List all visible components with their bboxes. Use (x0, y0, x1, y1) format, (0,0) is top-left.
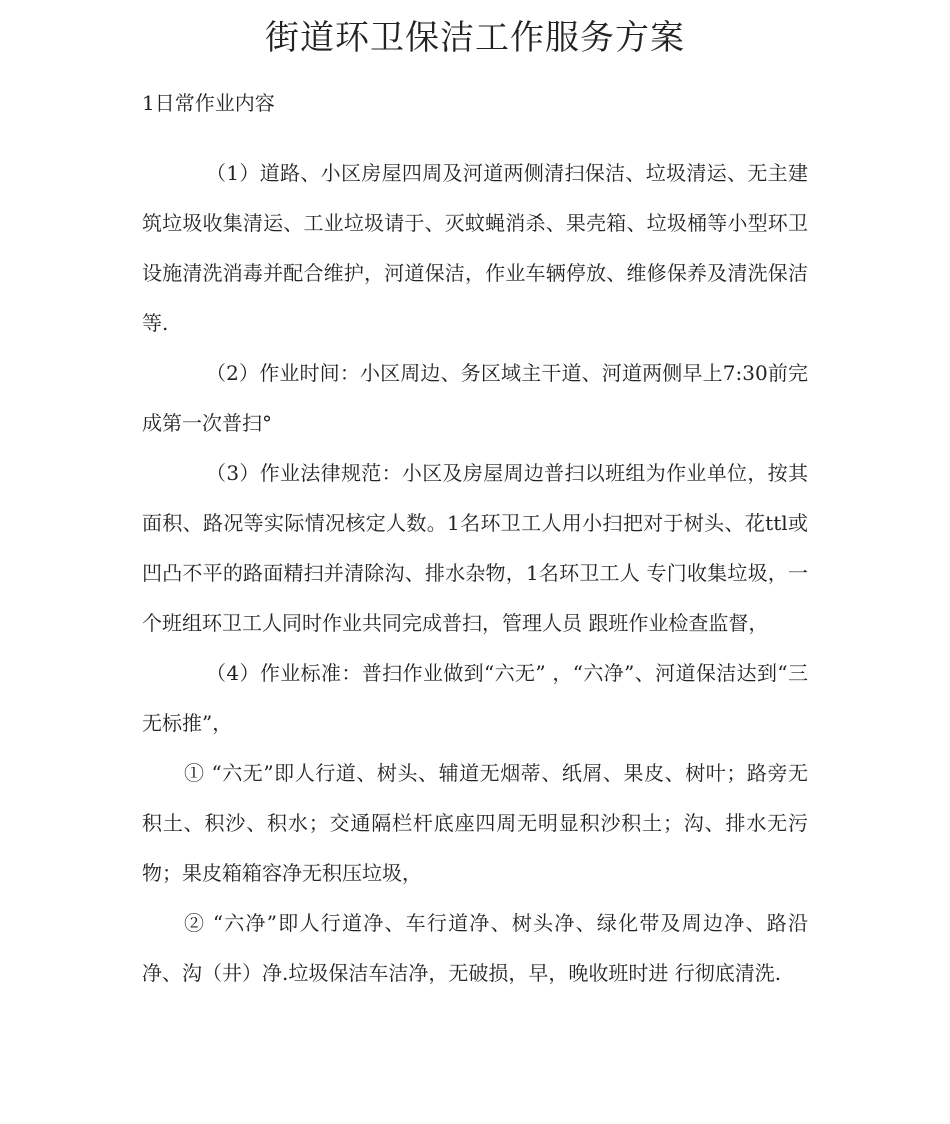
paragraph-six-none: ① “六无”即人行道、树头、辅道无烟蒂、纸屑、果皮、树叶；路旁无积土、积沙、积水；交通隔栏杆底座四周无明显积沙积土；沟、排水无污物；果皮箱箱容净无积压垃圾， (142, 761, 808, 885)
paragraph-work-norms: （3）作业法律规范：小区及房屋周边普扫以班组为作业单位，按其 面积、路况等实际情况核定人数。1名环卫工人用小扫把对于树头、花ttl或凹凸不平的路面精扫并清除沟、排水杂物，1名环卫工人 专门收集垃圾，一个班组环卫工人同时作业共同完成普扫，管理人员 跟班作业检查监督， (142, 461, 808, 635)
paragraph-six-clean: ② “六净”即人行道净、车行道净、树头净、绿化带及周边净、路沿净、沟（井）净.垃圾保洁车洁净，无破损，早，晚收班时进 行彻底清洗. (142, 911, 808, 985)
document-body (142, 148, 808, 998)
paragraph-work-time: （2）作业时间：小区周边、务区域主干道、河道两侧早上7:30前完成第一次普扫° (142, 361, 808, 435)
paragraph-scope: （1）道路、小区房屋四周及河道两侧清扫保洁、垃圾清运、无主建筑垃圾收集清运、工业垃圾请于、灭蚊蝇消杀、果壳箱、垃圾桶等小型环卫设施清洗消毒并配合维护，河道保洁，作业车辆停放、维修保养及清洗保洁等. (142, 161, 808, 335)
document-title: 街道环卫保洁工作服务方案 (265, 18, 685, 58)
section-heading: 1日常作业内容 (142, 91, 275, 115)
paragraph-work-standard: （4）作业标准：普扫作业做到“六无” ，“六净”、河道保洁达到“三无标推”， (142, 661, 808, 735)
